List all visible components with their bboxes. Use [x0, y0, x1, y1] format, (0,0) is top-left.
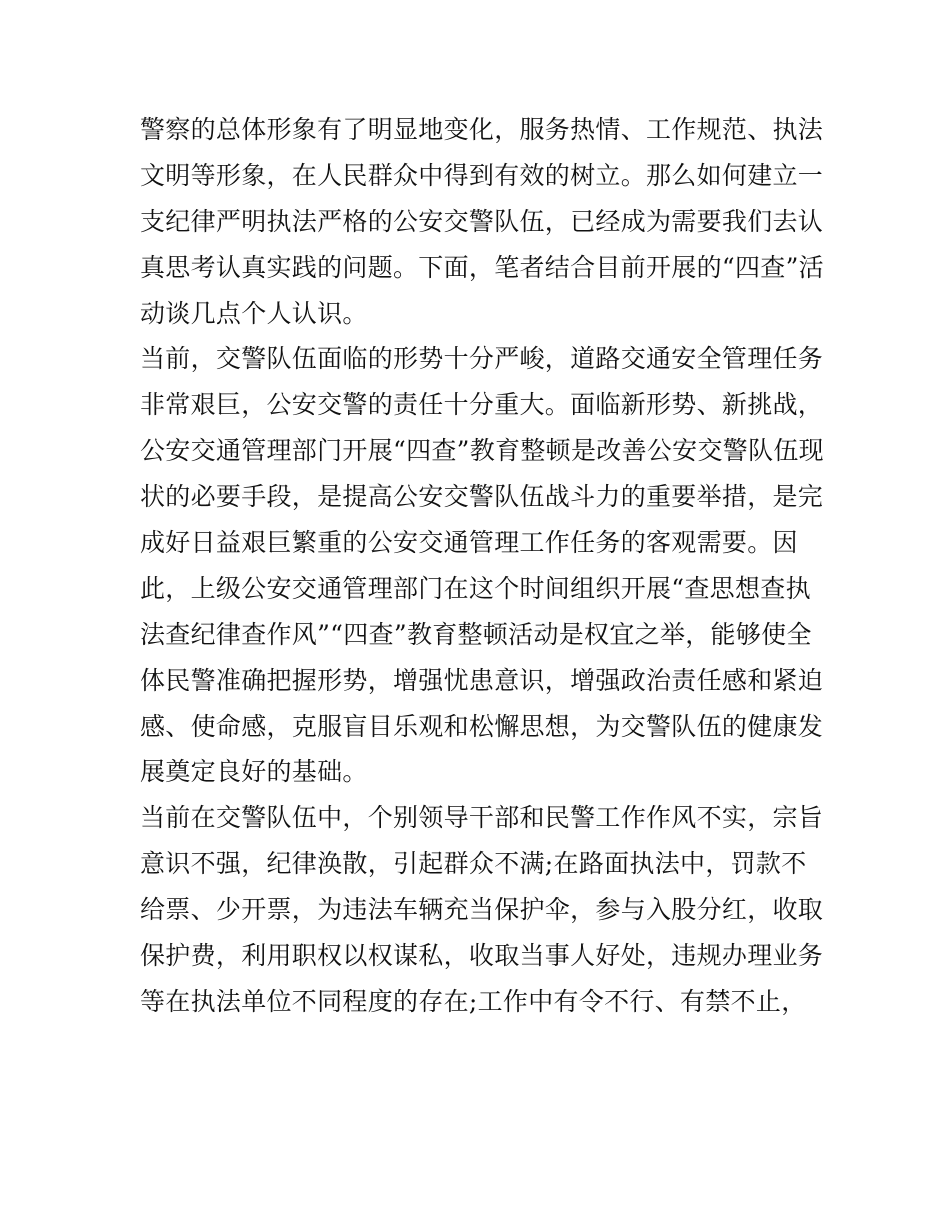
document-body	[140, 107, 824, 1025]
paragraph-1	[140, 107, 824, 336]
text-line: 感、使命感，克服盲目乐观和松懈思想，为交警队伍的健康发	[140, 711, 824, 741]
text-line: 文明等形象，在人民群众中得到有效的树立。那么如何建立一	[140, 160, 824, 190]
text-line: 等在执法单位不同程度的存在;工作中有令不行、有禁不止，	[140, 986, 807, 1016]
text-line: 此，上级公安交通管理部门在这个时间组织开展“查思想查执	[140, 573, 811, 603]
text-line: 意识不强，纪律涣散，引起群众不满;在路面执法中，罚款不	[140, 849, 807, 879]
text-line: 当前，交警队伍面临的形势十分严峻，道路交通安全管理任务	[140, 344, 824, 374]
text-line: 状的必要手段，是提高公安交警队伍战斗力的重要举措，是完	[140, 482, 824, 512]
text-line: 警察的总体形象有了明显地变化，服务热情、工作规范、执法	[140, 115, 824, 144]
paragraph-3	[140, 795, 824, 1024]
text-line: 动谈几点个人认识。	[140, 298, 368, 328]
text-line: 成好日益艰巨繁重的公安交通管理工作任务的客观需要。因	[140, 528, 798, 558]
text-line: 展奠定良好的基础。	[140, 757, 368, 787]
text-line: 非常艰巨，公安交警的责任十分重大。面临新形势、新挑战，	[140, 390, 824, 420]
paragraph-2	[140, 336, 824, 795]
text-line: 体民警准确把握形势，增强忧患意识，增强政治责任感和紧迫	[140, 665, 824, 695]
text-line: 公安交通管理部门开展“四查”教育整顿是改善公安交警队伍现	[140, 436, 824, 466]
text-line: 给票、少开票，为违法车辆充当保护伞，参与入股分红，收取	[140, 895, 824, 925]
text-line: 真思考认真实践的问题。下面，笔者结合目前开展的“四查”活	[140, 252, 824, 282]
text-line: 保护费，利用职权以权谋私，收取当事人好处，违规办理业务	[140, 941, 824, 971]
text-line: 法查纪律查作风”“四查”教育整顿活动是权宜之举，能够使全	[140, 619, 812, 649]
text-line: 当前在交警队伍中，个别领导干部和民警工作作风不实，宗旨	[140, 803, 824, 833]
text-line: 支纪律严明执法严格的公安交警队伍，已经成为需要我们去认	[140, 206, 824, 236]
